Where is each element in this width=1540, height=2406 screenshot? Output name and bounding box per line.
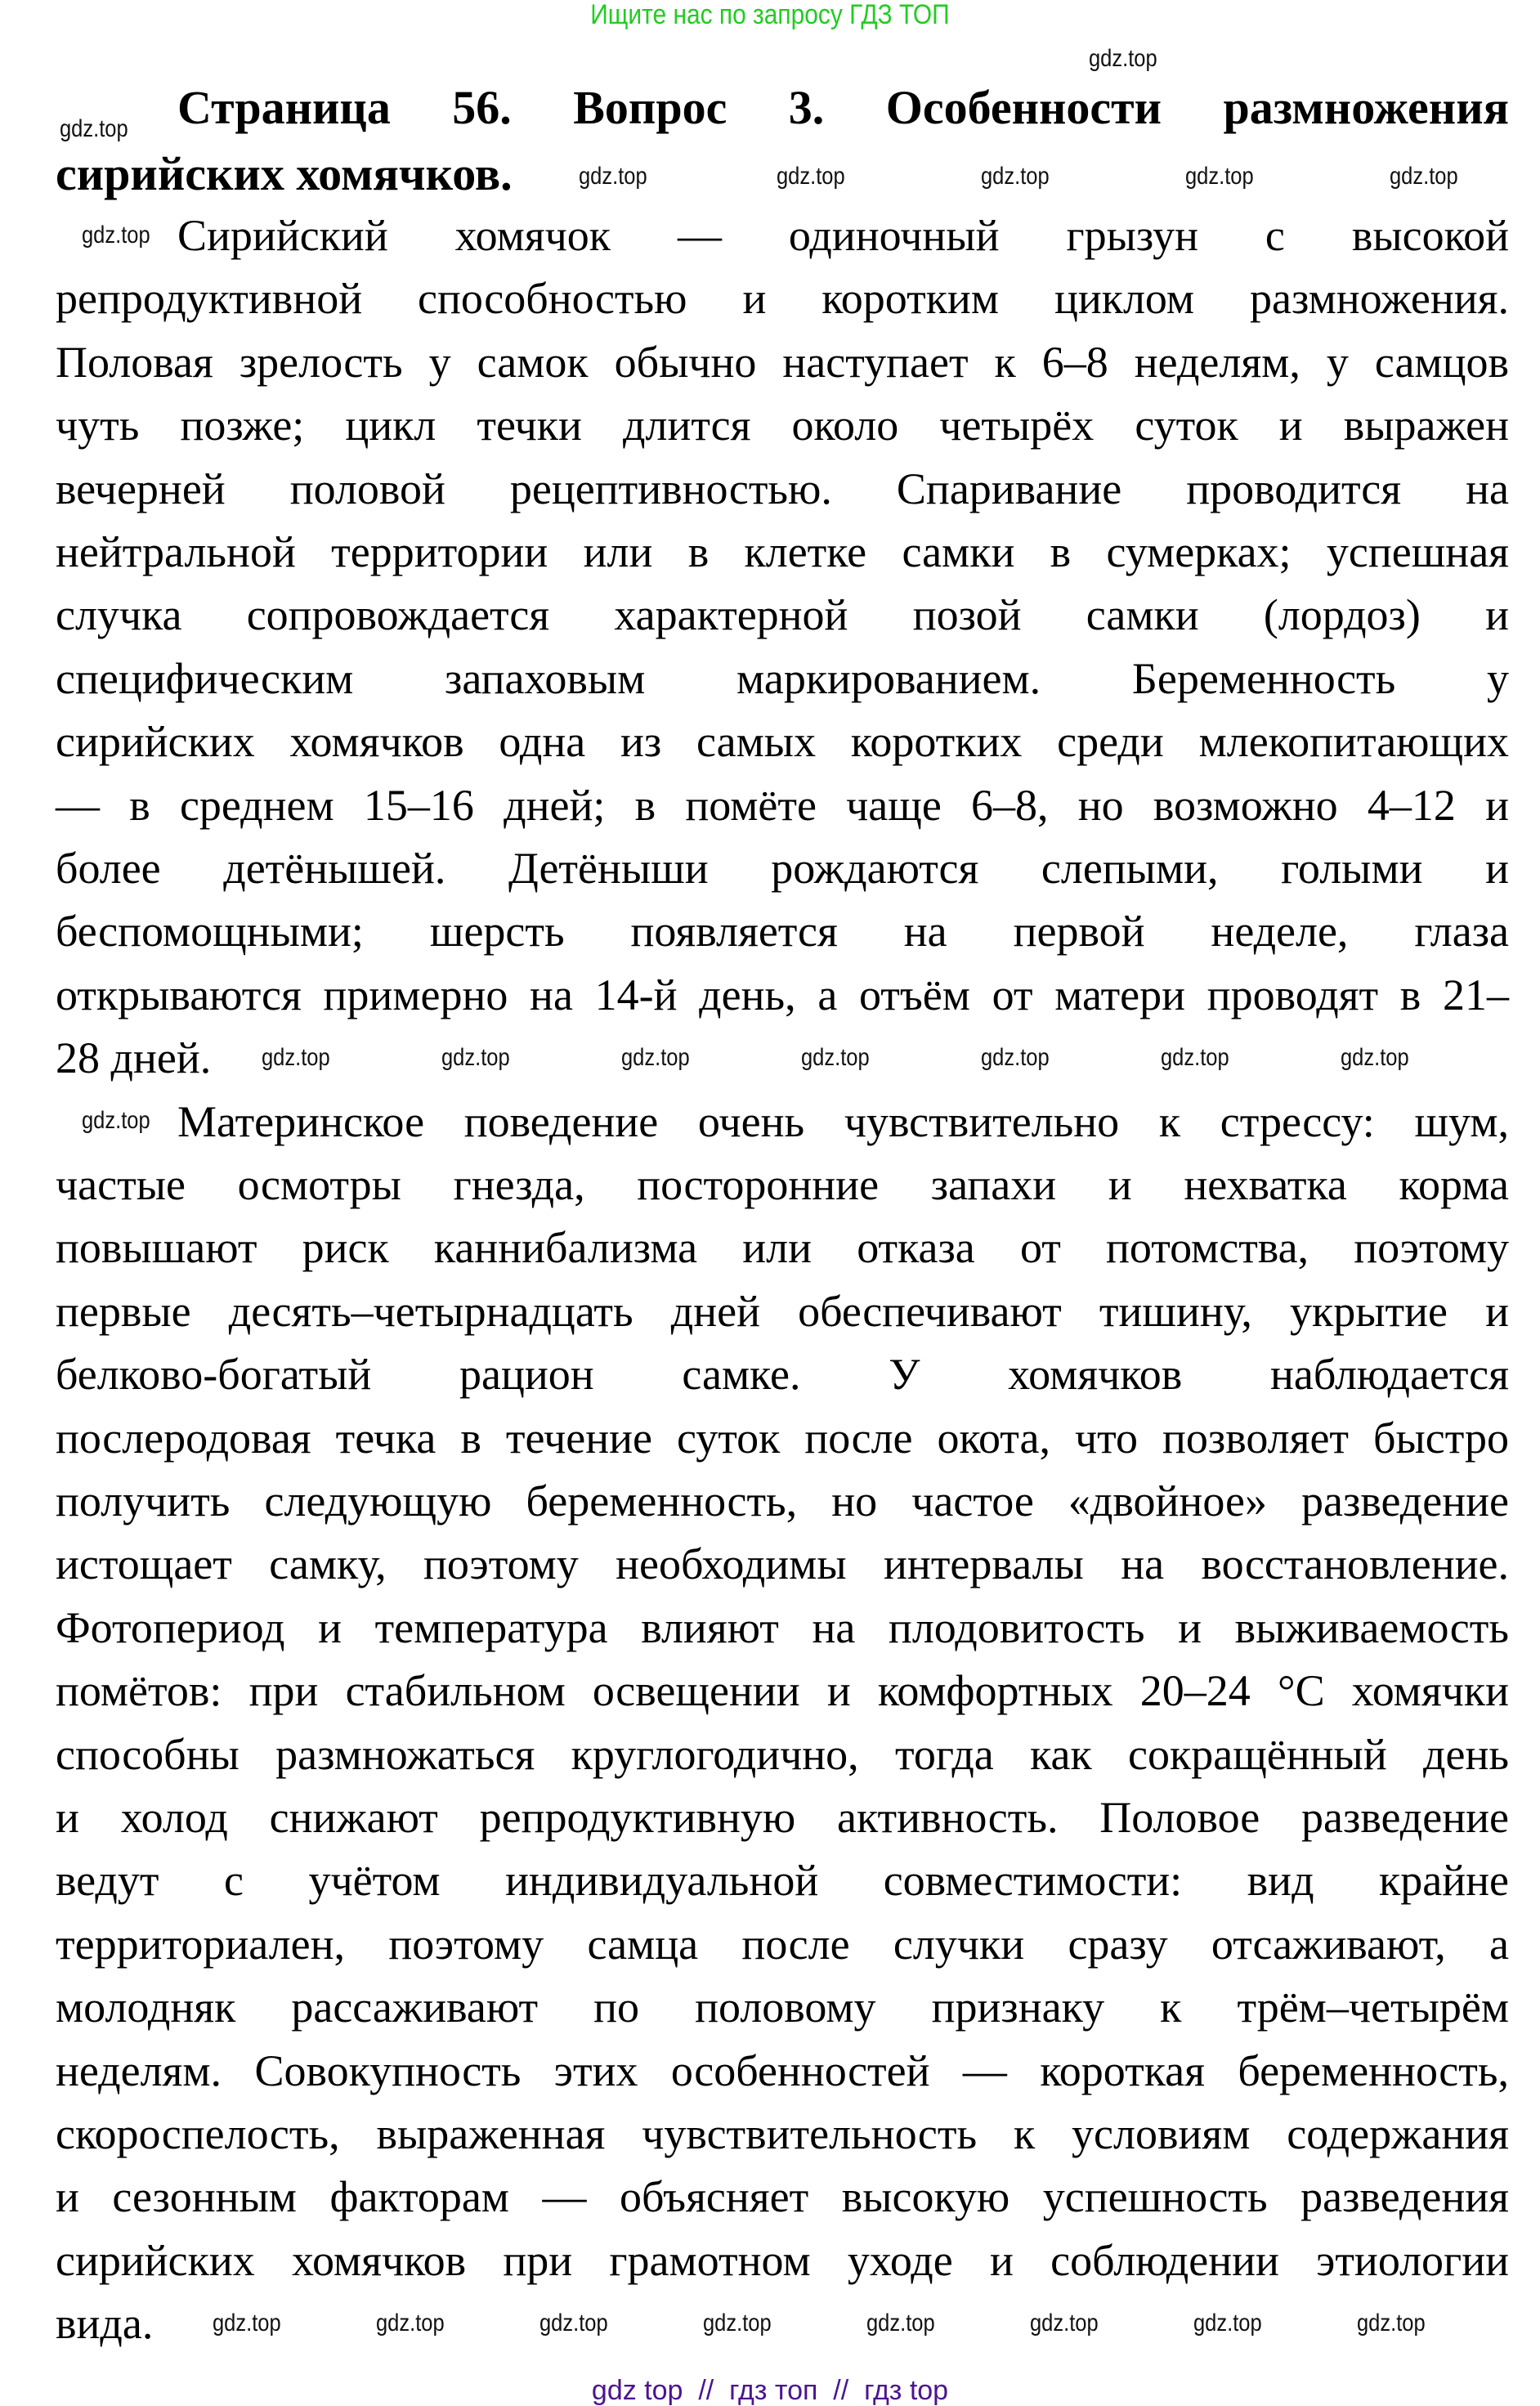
paragraph-2-line: и сезонным факторам — объясняет высокую успешность разведения xyxy=(56,2172,1509,2222)
paragraph-2-line: Материнское поведение очень чувствительно к стрессу: шум, xyxy=(177,1096,1509,1146)
watermark: gdz.top xyxy=(441,1044,510,1071)
watermark: gdz.top xyxy=(376,2310,445,2337)
watermark: gdz.top xyxy=(1390,163,1458,190)
header-banner: Ищите нас по запросу ГДЗ ТОП xyxy=(590,0,950,30)
paragraph-1-line: нейтральной территории или в клетке самки в сумерках; успешная xyxy=(56,527,1509,576)
paragraph-1-line: — в среднем 15–16 дней; в помёте чаще 6–8, но возможно 4–12 и xyxy=(56,780,1509,830)
paragraph-2-line: и холод снижают репродуктивную активность. Половое разведение xyxy=(56,1793,1509,1842)
paragraph-2-line: помётов: при стабильном освещении и комфортных 20–24 °C хомячки xyxy=(56,1666,1509,1716)
page-title-continued: сирийских хомячков. xyxy=(56,147,513,200)
paragraph-1-line: чуть позже; цикл течки длится около четырёх суток и выражен xyxy=(56,401,1509,450)
paragraph-1-line: Половая зрелость у самок обычно наступает к 6–8 неделям, у самцов xyxy=(56,337,1509,387)
paragraph-1-line: репродуктивной способностью и коротким циклом размножения. xyxy=(56,274,1509,324)
watermark: gdz.top xyxy=(777,163,845,190)
paragraph-2-line: повышают риск каннибализма или отказа от потомства, поэтому xyxy=(56,1223,1509,1273)
watermark: gdz.top xyxy=(801,1044,870,1071)
paragraph-2-line: получить следующую беременность, но частое «двойное» разведение xyxy=(56,1476,1509,1526)
paragraph-2-line: вида. xyxy=(56,2299,154,2349)
watermark: gdz.top xyxy=(621,1044,690,1071)
paragraph-1-line: беспомощными; шерсть появляется на первой неделе, глаза xyxy=(56,907,1509,957)
paragraph-2-line: сирийских хомячков при грамотном уходе и соблюдении этиологии xyxy=(56,2235,1509,2285)
watermark: gdz.top xyxy=(1030,2310,1099,2337)
paragraph-2-line: первые десять–четырнадцать дней обеспечивают тишину, укрытие и xyxy=(56,1286,1509,1336)
watermark: gdz.top xyxy=(579,163,647,190)
page-title: Страница 56. Вопрос 3. Особенности размножения xyxy=(177,81,1509,134)
paragraph-2-line: Фотопериод и температура влияют на плодовитость и выживаемость xyxy=(56,1602,1509,1652)
paragraph-2-line: ведут с учётом индивидуальной совместимости: вид крайне xyxy=(56,1856,1509,1906)
watermark: gdz.top xyxy=(213,2310,281,2337)
watermark: gdz.top xyxy=(1161,1044,1229,1071)
paragraph-1-line: вечерней половой рецептивностью. Спаривание проводится на xyxy=(56,464,1509,513)
watermark: gdz.top xyxy=(1193,2310,1262,2337)
watermark: gdz.top xyxy=(262,1044,330,1071)
paragraph-2-line: частые осмотры гнезда, посторонние запахи и нехватка корма xyxy=(56,1160,1509,1209)
paragraph-2-line: скороспелость, выраженная чувствительность к условиям содержания xyxy=(56,2109,1509,2158)
paragraph-2-line: послеродовая течка в течение суток после окота, что позволяет быстро xyxy=(56,1413,1509,1463)
watermark: gdz.top xyxy=(1357,2310,1426,2337)
watermark: gdz.top xyxy=(82,222,150,249)
paragraph-1-line: специфическим запаховым маркированием. Беременность у xyxy=(56,653,1509,703)
watermark: gdz.top xyxy=(539,2310,608,2337)
paragraph-1-line: открываются примерно на 14-й день, а отъём от матери проводят в 21– xyxy=(56,970,1509,1019)
watermark: gdz.top xyxy=(60,115,128,142)
paragraph-2-line: территориален, поэтому самца после случки сразу отсаживают, а xyxy=(56,1919,1509,1969)
paragraph-2-line: истощает самку, поэтому необходимы интервалы на восстановление. xyxy=(56,1539,1509,1589)
paragraph-1-line: случка сопровождается характерной позой самки (лордоз) и xyxy=(56,590,1509,640)
watermark: gdz.top xyxy=(1341,1044,1409,1071)
paragraph-2-line: способны размножаться круглогодично, тогда как сокращённый день xyxy=(56,1729,1509,1779)
watermark: gdz.top xyxy=(703,2310,772,2337)
watermark: gdz.top xyxy=(1089,45,1157,72)
watermark: gdz.top xyxy=(1185,163,1254,190)
watermark: gdz.top xyxy=(981,163,1050,190)
paragraph-1-line: 28 дней. xyxy=(56,1033,212,1083)
watermark: gdz.top xyxy=(981,1044,1050,1071)
paragraph-2-line: белково-богатый рацион самке. У хомячков наблюдается xyxy=(56,1350,1509,1400)
paragraph-2-line: молодняк рассаживают по половому признаку к трём–четырём xyxy=(56,1983,1509,2032)
watermark: gdz.top xyxy=(866,2310,935,2337)
paragraph-2-line: неделям. Совокупность этих особенностей — короткая беременность, xyxy=(56,2045,1509,2095)
paragraph-1-line: сирийских хомячков одна из самых коротких среди млекопитающих xyxy=(56,717,1509,767)
paragraph-1-line: более детёнышей. Детёныши рождаются слепыми, голыми и xyxy=(56,844,1509,893)
paragraph-1-line: Сирийский хомячок — одиночный грызун с высокой xyxy=(177,211,1509,260)
watermark: gdz.top xyxy=(82,1107,150,1134)
footer-links[interactable]: gdz top // гдз топ // гдз top xyxy=(591,2375,949,2406)
